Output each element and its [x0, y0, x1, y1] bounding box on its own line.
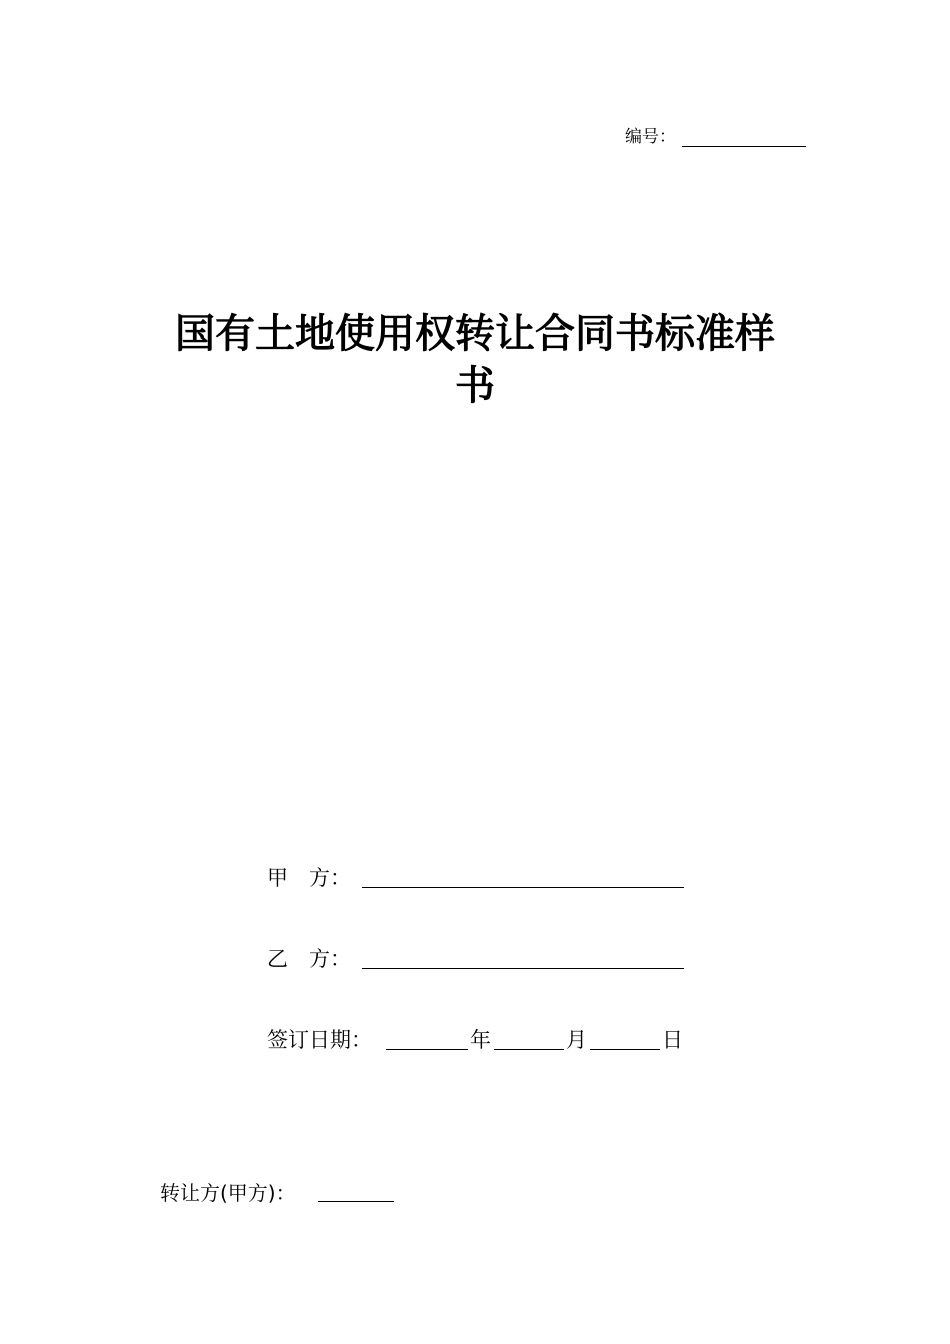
title-line-2: 书: [455, 362, 495, 409]
transferor-label: 转让方(甲方)：: [160, 1181, 296, 1205]
party-a-blank: [362, 887, 684, 888]
sign-date-label: 签订日期：: [267, 1028, 372, 1052]
sign-year-blank: [386, 1049, 468, 1050]
doc-number-label: 编号：: [625, 127, 676, 147]
party-b-label: 乙 方：: [267, 947, 351, 971]
sign-day-blank: [590, 1049, 660, 1050]
document-title: [0, 308, 950, 412]
sign-month-unit: 月: [566, 1028, 587, 1052]
sign-month-blank: [494, 1049, 564, 1050]
sign-day-unit: 日: [662, 1028, 683, 1052]
doc-number-blank: [682, 146, 806, 147]
party-a-label: 甲 方：: [267, 866, 351, 890]
sign-year-unit: 年: [470, 1028, 491, 1052]
title-line-1: 国有土地使用权转让合同书标准样: [175, 310, 775, 357]
transferor-blank: [318, 1201, 394, 1202]
party-b-blank: [362, 968, 684, 969]
